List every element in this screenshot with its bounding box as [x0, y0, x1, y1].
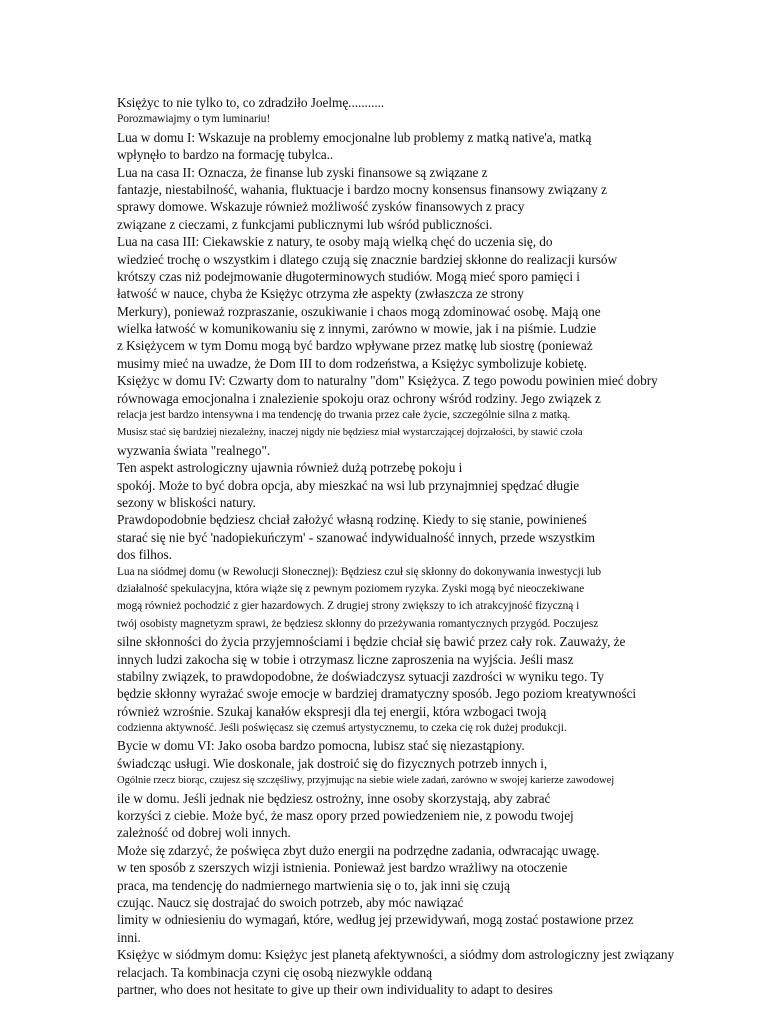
text-line: Musisz stać się bardziej niezależny, inaczej nigdy nie będziesz miał wystarczającej dojrzałości, by stawić czoła — [117, 427, 583, 439]
text-line: innych ludzi zakocha się w tobie i otrzymasz liczne zaproszenia na wyjścia. Jeśli masz — [117, 651, 574, 667]
text-line: równowaga emocjonalna i znalezienie spokoju oraz ochrony wśród rodziny. Jego związek z — [117, 390, 601, 406]
text-line: wpłynęło to bardzo na formację tubylca.. — [117, 147, 334, 163]
text-line: Lua na siódmej domu (w Rewolucji Słonecznej): Będziesz czuł się skłonny do dokonywania inwestycji lub — [117, 565, 602, 578]
text-line: zależność od dobrej woli innych. — [117, 825, 291, 841]
text-line: Ogólnie rzecz biorąc, czujesz się szczęśliwy, przyjmując na siebie wiele zadań, zarówno w swojej karierze zawodowej — [117, 775, 615, 787]
text-line: wiedzieć trochę o wszystkim i dlatego czują się znacznie bardziej skłonne do realizacji kursów — [117, 251, 618, 267]
text-line: Prawdopodobnie będziesz chciał założyć własną rodzinę. Kiedy to się stanie, powinieneś — [117, 512, 587, 528]
text-line: świadcząc usługi. Wie doskonale, jak dostroić się do fizycznych potrzeb innych i, — [117, 755, 548, 771]
text-line: stabilny związek, to prawdopodobne, że doświadczysz sytuacji zazdrości w wyniku tego. Ty — [117, 668, 605, 684]
text-line: wielka łatwość w komunikowaniu się z innymi, zarówno w mowie, jak i na piśmie. Ludzie — [117, 321, 597, 337]
text-line: Porozmawiajmy o tym luminariu! — [117, 113, 271, 126]
text-line: starać się nie być 'nadopiekuńczym' - szanować indywidualność innych, przede wszystkim — [117, 529, 595, 545]
text-line: z Księżycem w tym Domu mogą być bardzo wpływane przez matkę lub siostrę (ponieważ — [117, 338, 593, 354]
text-line: Księżyc w siódmym domu: Księżyc jest planetą afektywności, a siódmy dom astrologiczny jest związany — [117, 947, 675, 963]
text-line: codzienna aktywność. Jeśli poświęcasz się czemuś artystycznemu, to czeka cię rok dużej produkcji. — [117, 722, 567, 735]
text-line: wyzwania świata "realnego". — [117, 442, 271, 458]
text-line: Lua w domu I: Wskazuje na problemy emocjonalne lub problemy z matką native'a, matką — [117, 129, 592, 145]
text-line: inni. — [117, 929, 141, 945]
text-line: będzie skłonny wyrażać swoje emocje w bardziej dramatyczny sposób. Jego poziom kreatywności — [117, 686, 637, 702]
text-line: również wzrośnie. Szukaj kanałów ekspresji dla tej energii, która wzbogaci twoją — [117, 703, 547, 719]
text-line: Może się zdarzyć, że poświęca zbyt dużo energii na podrzędne zadania, odwracając uwagę. — [117, 842, 600, 858]
text-line: Bycie w domu VI: Jako osoba bardzo pomocna, lubisz stać się niezastąpiony. — [117, 738, 525, 754]
text-line: działalność spekulacyjna, która wiąże się z pewnym poziomem ryzyka. Zyski mogą być nieoczekiwane — [117, 582, 585, 595]
document-page — [117, 94, 757, 998]
text-line: czując. Naucz się dostrajać do swoich potrzeb, aby móc nawiązać — [117, 894, 464, 910]
text-line: dos filhos. — [117, 547, 172, 563]
text-line: w ten sposób z szerszych wizji istnienia. Ponieważ jest bardzo wrażliwy na otoczenie — [117, 860, 568, 876]
text-line: silne skłonności do życia przyjemnościami i będzie chciał się bawić przez cały rok. Zauważy, że — [117, 634, 626, 650]
text-line: Merkury), ponieważ rozpraszanie, oszukiwanie i chaos mogą zdominować osobę. Mają one — [117, 303, 601, 319]
text-line: sezony w bliskości natury. — [117, 494, 256, 510]
text-line: musimy mieć na uwadze, że Dom III to dom rodzeństwa, a Księżyc symbolizuje kobietę. — [117, 355, 587, 371]
text-line: spokój. Może to być dobra opcja, aby mieszkać na wsi lub przynajmniej spędzać długie — [117, 477, 580, 493]
text-line: ile w domu. Jeśli jednak nie będziesz ostrożny, inne osoby skorzystają, aby zabrać — [117, 790, 551, 806]
text-line: limity w odniesieniu do wymagań, które, według jej przewidywań, mogą zostać postawione przez — [117, 912, 634, 928]
text-line: Lua na casa II: Oznacza, że finanse lub zyski finansowe są związane z — [117, 164, 488, 180]
text-line: relacjach. Ta kombinacja czyni cię osobą niezwykle oddaną — [117, 964, 432, 980]
text-line: Ten aspekt astrologiczny ujawnia również dużą potrzebę pokoju i — [117, 460, 463, 476]
text-line: partner, who does not hesitate to give up their own individuality to adapt to desires — [117, 981, 553, 997]
text-line: mogą również pochodzić z gier hazardowych. Z drugiej strony zwiększy to ich atrakcyjność fizyczną i — [117, 600, 580, 613]
text-line: Księżyc to nie tylko to, co zdradziło Joelmę........... — [117, 95, 385, 110]
text-line: twój osobisty magnetyzm sprawi, że będziesz skłonny do przeżywania romantycznych przygód. Poczujesz — [117, 617, 599, 630]
text-line: łatwość w nauce, chyba że Księżyc otrzyma złe aspekty (zwłaszcza ze strony — [117, 286, 524, 302]
text-line: sprawy domowe. Wskazuje również możliwość zysków finansowych z pracy — [117, 199, 525, 215]
text-line: relacja jest bardzo intensywna i ma tendencję do trwania przez całe życie, szczególnie silna z matką. — [117, 409, 571, 422]
text-line: Lua na casa III: Ciekawskie z natury, te osoby mają wielką chęć do uczenia się, do — [117, 234, 553, 250]
text-line: Księżyc w domu IV: Czwarty dom to naturalny "dom" Księżyca. Z tego powodu powinien mieć dobry — [117, 373, 658, 389]
text-line: związane z cieczami, z funkcjami publicznymi lub wśród publiczności. — [117, 216, 493, 232]
text-line: korzyści z ciebie. Może być, że masz opory przed powiedzeniem nie, z powodu twojej — [117, 808, 574, 824]
text-line: praca, ma tendencję do nadmiernego martwienia się o to, jak inni się czują — [117, 877, 510, 893]
text-line: fantazje, niestabilność, wahania, fluktuacje i bardzo mocny konsensus finansowy związany z — [117, 181, 607, 197]
text-line: krótszy czas niż podejmowanie długoterminowych studiów. Mogą mieć sporo pamięci i — [117, 268, 580, 284]
